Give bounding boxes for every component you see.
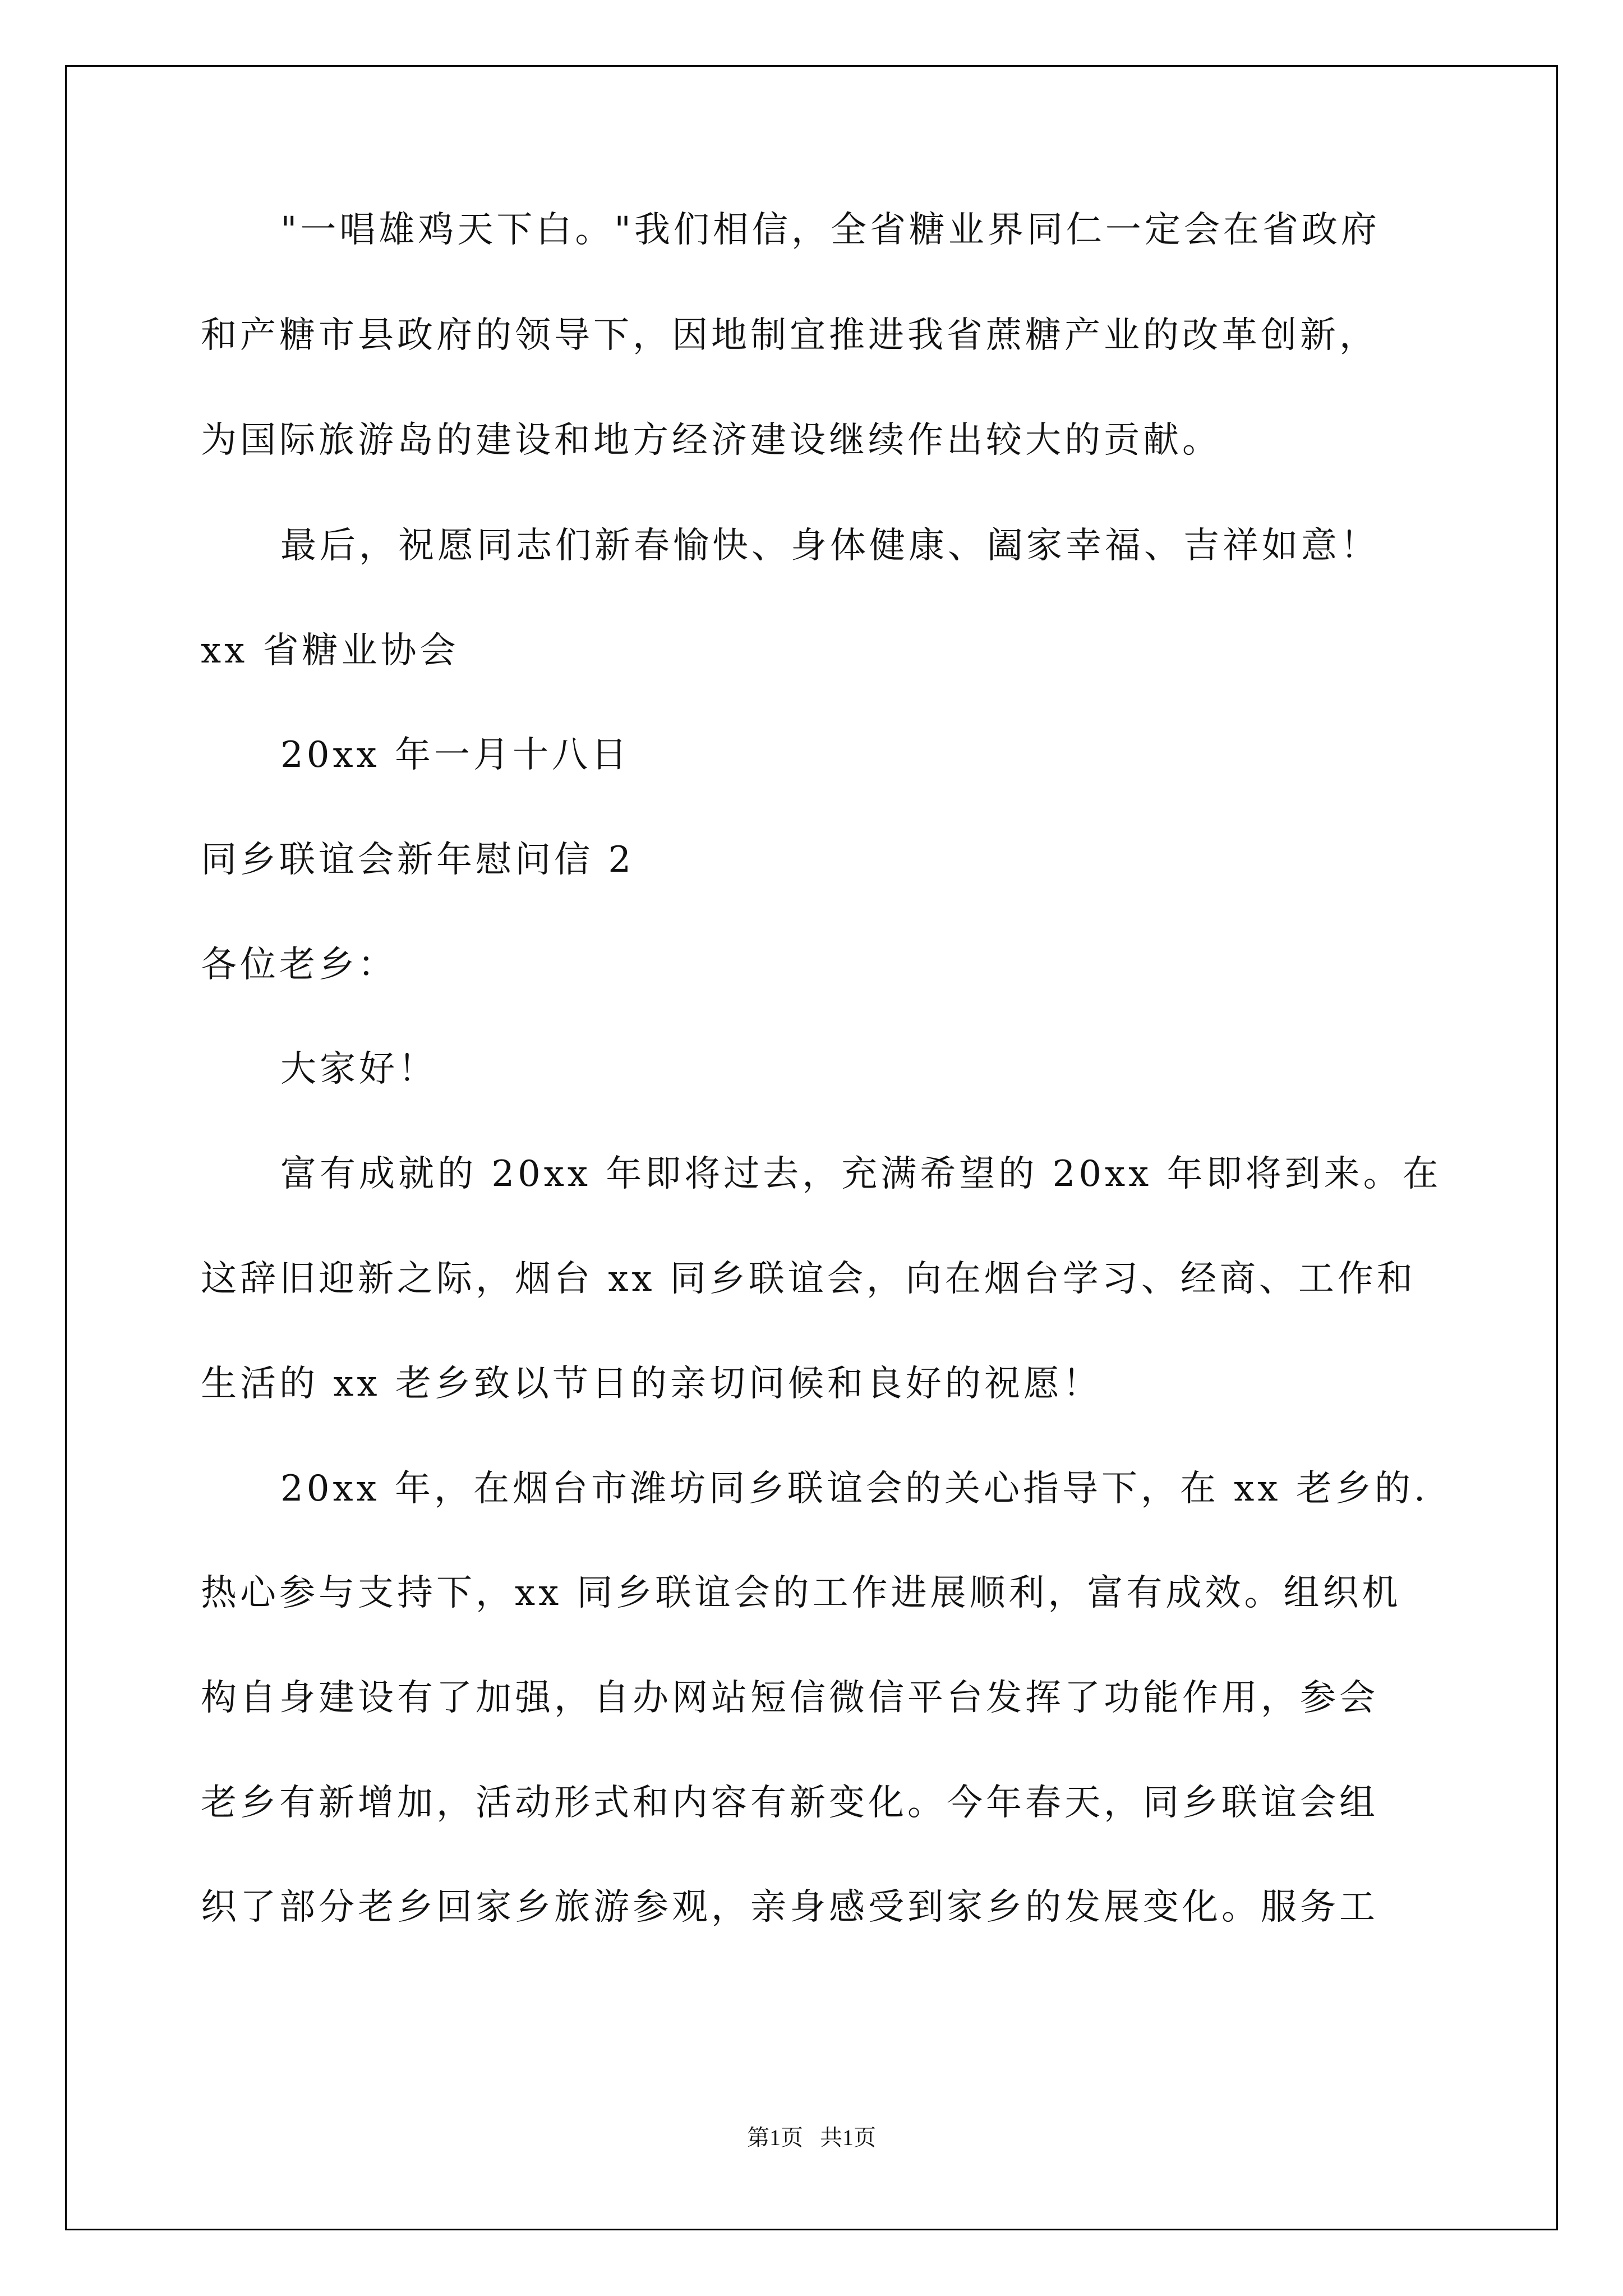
salutation: 各位老乡： — [201, 944, 397, 986]
paragraph-line: 和产糖市县政府的领导下，因地制宜推进我省蔗糖产业的改革创新， — [201, 315, 1378, 356]
paragraph-line: 最后，祝愿同志们新春愉快、身体健康、阖家幸福、吉祥如意！ — [280, 525, 1380, 567]
paragraph-line: 生活的 xx 老乡致以节日的亲切问候和良好的祝愿！ — [201, 1363, 1102, 1405]
paragraph-line: 20xx 年，在烟台市潍坊同乡联谊会的关心指导下，在 xx 老乡的. — [280, 1468, 1429, 1510]
signature-organization: xx 省糖业协会 — [201, 630, 459, 671]
letter-title: 同乡联谊会新年慰问信 2 — [201, 839, 635, 881]
signature-date: 20xx 年一月十八日 — [280, 734, 630, 776]
paragraph-line: "一唱雄鸡天下白。"我们相信，全省糖业界同仁一定会在省政府 — [280, 209, 1380, 251]
greeting: 大家好！ — [280, 1048, 437, 1090]
page-number-footer: 第1页 共1页 — [747, 2125, 876, 2150]
paragraph-line: 为国际旅游岛的建设和地方经济建设继续作出较大的贡献。 — [201, 420, 1221, 461]
paragraph-line: 热心参与支持下，xx 同乡联谊会的工作进展顺利，富有成效。组织机 — [201, 1572, 1401, 1614]
paragraph-line: 构自身建设有了加强，自办网站短信微信平台发挥了功能作用，参会 — [201, 1677, 1378, 1719]
paragraph-line: 富有成就的 20xx 年即将过去，充满希望的 20xx 年即将到来。在 — [280, 1153, 1442, 1195]
paragraph-line: 这辞旧迎新之际，烟台 xx 同乡联谊会，向在烟台学习、经商、工作和 — [201, 1258, 1416, 1300]
paragraph-line: 老乡有新增加，活动形式和内容有新变化。今年春天，同乡联谊会组 — [201, 1782, 1378, 1824]
paragraph-line: 织了部分老乡回家乡旅游参观，亲身感受到家乡的发展变化。服务工 — [201, 1887, 1378, 1928]
